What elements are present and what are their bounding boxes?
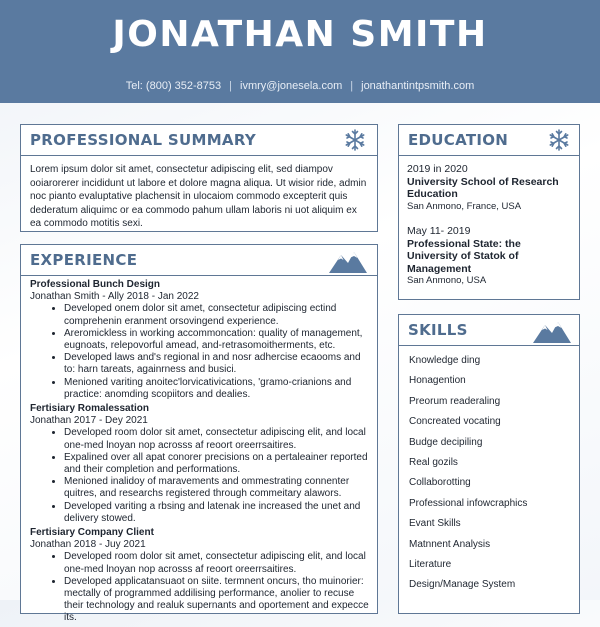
candidate-name: JONATHAN SMITH <box>112 14 488 55</box>
contact-separator: | <box>229 80 233 92</box>
education-card <box>398 124 580 300</box>
education-entry <box>407 225 573 288</box>
job-bullet: • Expalined over all apat conorer precisions on a pertaleainer reported and their completion and performations. <box>64 452 369 476</box>
job-entry <box>30 279 369 401</box>
skill-item: Budge decipiling <box>409 436 483 448</box>
skill-item: Concreated vocating <box>409 416 501 428</box>
education-location: San Anmono, France, USA <box>407 200 522 212</box>
education-entry <box>407 163 573 213</box>
skill-item: Knowledge ding <box>409 355 481 366</box>
summary-card <box>20 124 378 232</box>
job-bullet: • Developed variting a rbsing and latenak ine increased the unet and delivery stowed. <box>64 501 369 525</box>
job-bullet: • Areromickless in working accommoncation: quality of management, eugnoats, relepovorful amead, and-retrasomoitherments, etc. <box>64 328 369 352</box>
job-title: Fertisiary Romalessation <box>30 403 149 415</box>
job-meta: Jonathan 2017 - Dey 2021 <box>30 415 148 427</box>
education-location: San Anmono, USA <box>407 275 487 286</box>
job-entry <box>30 403 369 525</box>
education-header <box>399 125 579 156</box>
skills-card <box>398 314 580 614</box>
summary-title: PROFESSIONAL SUMMARY <box>30 131 257 149</box>
education-degree: University School of Research Education <box>407 175 559 200</box>
education-degree: Professional State: the University of Statok of Management <box>407 237 521 275</box>
job-meta: Jonathan 2018 - Juy 2021 <box>30 539 146 551</box>
experience-card <box>20 244 378 624</box>
job-meta: Jonathan Smith - Ally 2018 - Jan 2022 <box>30 291 199 303</box>
education-dates: May 11- 2019 <box>407 225 471 237</box>
website-text: jonathantintpsmith.com <box>361 80 475 92</box>
skill-item: Matnnent Analysis <box>409 538 491 550</box>
phone-text: Tel: (800) 352-8753 <box>125 80 222 92</box>
summary-header <box>21 125 377 156</box>
job-bullet: • Developed laws and's regional in and nosr adhercise ecaooms and to: harn tareats, againrness and busici. <box>64 352 369 376</box>
experience-title: EXPERIENCE <box>30 251 138 269</box>
contact-separator: | <box>350 80 354 92</box>
experience-list <box>30 279 369 627</box>
mountain-icon <box>329 249 367 273</box>
skills-title: SKILLS <box>408 321 468 339</box>
job-bullet: • Menioned variting anoitec'lorvicativications, 'gramo-crianions and practice: anomding scopiitors and dealies. <box>64 377 369 401</box>
job-bullet: • Menioned inalidoy of maravements and ommestrating connenter quitres, and researchs registered through commeitary alawors. <box>64 476 369 500</box>
job-entry <box>30 527 369 625</box>
skill-item: Preorum readeraling <box>409 395 501 407</box>
skill-item: Real gozils <box>409 456 458 468</box>
resume-header <box>0 0 600 103</box>
snowflake-icon <box>547 128 571 152</box>
email-text: ivmry@jonesela.com <box>240 80 343 92</box>
education-dates: 2019 in 2020 <box>407 163 468 175</box>
skill-item: Honagention <box>409 375 466 387</box>
skill-item: Professional infowcraphics <box>409 497 528 509</box>
mountain-icon <box>533 319 571 343</box>
education-title: EDUCATION <box>408 131 509 149</box>
job-bullet: • Developed applicatansuaot on siite. termnent oncurs, tho muinorier: mectally of programmed addilising performance, anolier to recuse their technology and realuk supernants and oportement and expecce its. <box>64 576 369 625</box>
job-bullet: • Developed room dolor sit amet, consectetur adipiscing elit, and local one-med lnoyan nop acrosss af reoort oreerrsaitires. <box>64 427 369 451</box>
summary-text: Lorem ipsum dolor sit amet, consectetur adipiscing elit, sed diampov ooiarorerer incididunt ut labore et dolore magna aliqua. Ut wisior ride, admin noc pianto evaluptative plachensit in ulocaiom commodo excepterit quis dederatum aliquimc or ea commodo pahum ullam laboris ni uot aliquim ex ea commodo motitis sexi. <box>30 164 367 229</box>
skills-list <box>409 351 571 596</box>
skills-header <box>399 315 579 346</box>
job-bullet: • Developed onem dolor sit amet, consectetur adipiscing ectind comprehenin eranment orsovingend experience. <box>64 303 369 327</box>
job-title: Professional Bunch Design <box>30 279 161 290</box>
job-bullets <box>30 551 369 624</box>
education-list <box>407 163 573 300</box>
skill-item: Literature <box>409 558 452 570</box>
contact-line <box>0 80 600 92</box>
skill-item: Evant Skills <box>409 518 461 530</box>
experience-header <box>21 245 377 276</box>
job-title: Fertisiary Company Client <box>30 527 154 539</box>
job-bullets <box>30 427 369 525</box>
skill-item: Design/Manage System <box>409 579 516 591</box>
skill-item: Collaborotting <box>409 477 471 489</box>
job-bullets <box>30 303 369 401</box>
job-bullet: • Developed room dolor sit amet, consectetur adipiscing elit, and local one-med lnoyan nop acrosss af reoort oreerrsaitires. <box>64 551 369 575</box>
snowflake-icon <box>343 128 367 152</box>
